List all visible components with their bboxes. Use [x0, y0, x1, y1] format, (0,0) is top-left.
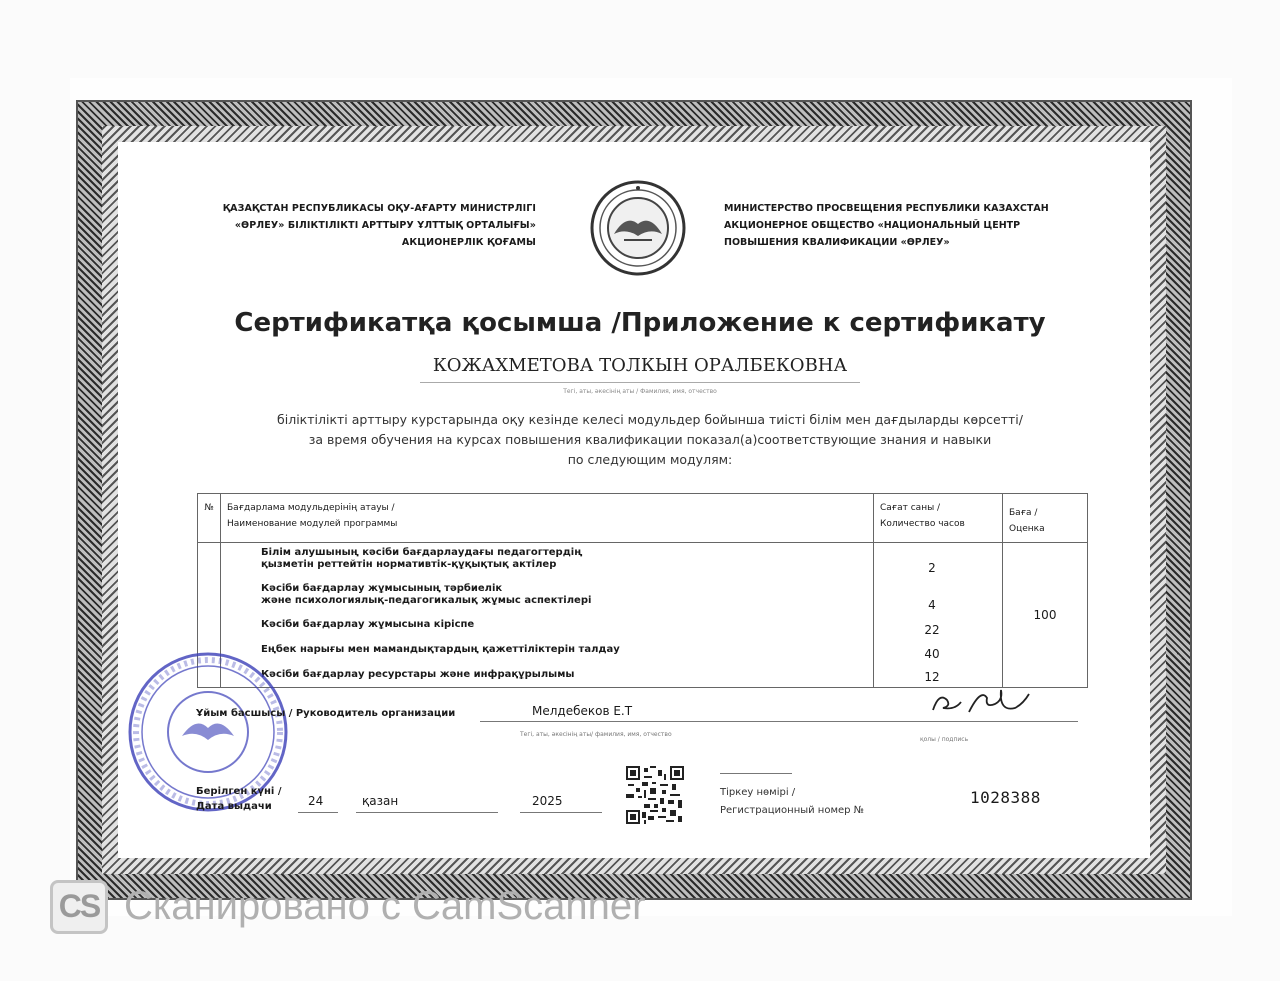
date-underline	[298, 812, 338, 813]
recipient-name: КОЖАХМЕТОВА ТОЛКЫН ОРАЛБЕКОВНА	[432, 355, 848, 376]
col-hours-ru: Количество часов	[880, 519, 965, 529]
col-number-header: №	[198, 494, 221, 543]
col-grade-kz: Баға /	[1009, 508, 1038, 518]
col-hours-kz: Сағат саны /	[880, 503, 941, 513]
col-grade-ru: Оценка	[1009, 524, 1045, 534]
reg-overline	[720, 773, 792, 774]
list-item: Кәсіби бағдарлау ресурстары және инфрақұрылымы	[261, 669, 575, 680]
signatory-name: Мелдебеков Е.Т	[532, 704, 633, 718]
list-item: Еңбек нарығы мен мамандықтардың қажеттіліктерін талдау	[261, 644, 620, 655]
list-item	[261, 583, 863, 619]
issue-month: қазан	[362, 794, 399, 808]
col-module-name-ru: Наименование модулей программы	[227, 519, 398, 529]
module-names-cell	[221, 543, 874, 688]
list-item	[261, 547, 863, 583]
signatory-line	[480, 721, 1078, 722]
header-right-ru	[724, 200, 1104, 251]
registration-label-kz: Тіркеу нөмірі /	[720, 787, 796, 798]
module-hours: 4	[928, 598, 936, 612]
hours-cell	[874, 543, 1003, 688]
name-underline	[420, 382, 860, 383]
table-row	[198, 543, 1088, 688]
col-module-name-kz: Бағдарлама модульдерінің атауы /	[227, 503, 395, 513]
issue-day: 24	[308, 794, 324, 808]
document-title: Сертификатқа қосымша /Приложение к сертификату	[234, 308, 1046, 338]
intro-text	[220, 410, 1080, 470]
qr-code-icon	[626, 766, 684, 824]
issue-date-label-kz: Берілген күні /	[196, 786, 282, 797]
registration-label-ru: Регистрационный номер №	[720, 805, 865, 816]
registration-number: 1028388	[970, 788, 1041, 807]
modules-table	[197, 493, 1088, 688]
header-right-line: ПОВЫШЕНИЯ КВАЛИФИКАЦИИ «ӨРЛЕУ»	[724, 237, 950, 248]
intro-line: біліктілікті арттыру курстарында оқу кезінде келесі модульдер бойынша тиісті білім мен дағдыларды көрсетті/	[277, 412, 1023, 427]
recipient-name-caption: Тегі, аты, әкесінің аты / Фамилия, имя, отчество	[563, 388, 717, 395]
issue-year: 2025	[532, 794, 563, 808]
camscanner-logo-icon: CS	[50, 880, 108, 934]
module-name-cont: және психологиялық-педагогикалық жұмыс аспектілері	[261, 595, 592, 606]
header-right-line: МИНИСТЕРСТВО ПРОСВЕЩЕНИЯ РЕСПУБЛИКИ КАЗАХСТАН	[724, 203, 1049, 214]
date-underline	[356, 812, 498, 813]
handwritten-signature	[925, 682, 1035, 718]
module-name: Білім алушының кәсіби бағдарлаудағы педагогтердің	[261, 547, 583, 558]
intro-line: по следующим модулям:	[567, 452, 733, 467]
module-hours: 40	[924, 647, 940, 661]
header-left-line: АКЦИОНЕРЛІК ҚОҒАМЫ	[401, 237, 536, 248]
grade-cell: 100	[1003, 543, 1088, 688]
signatory-caption: Тегі, аты, әкесінің аты/ фамилия, имя, отчество	[520, 731, 672, 738]
table-header-row	[198, 494, 1088, 543]
list-item: Кәсіби бағдарлау жұмысына кіріспе	[261, 619, 475, 630]
module-name-cont: қызметін реттейтін нормативтік-құқықтық актілер	[261, 559, 557, 570]
col-module-name-header	[221, 494, 874, 543]
issue-date-label-ru: Дата выдачи	[196, 801, 272, 812]
header-left-line: «ӨРЛЕУ» БІЛІКТІЛІКТІ АРТТЫРУ ҰЛТТЫҚ ОРТАЛЫҒЫ»	[234, 220, 536, 231]
registration-label	[720, 784, 864, 820]
date-underline	[520, 812, 602, 813]
signatory-label: Ұйым басшысы / Руководитель организации	[196, 708, 456, 719]
col-grade-header	[1003, 494, 1088, 543]
header-right-line: АКЦИОНЕРНОЕ ОБЩЕСТВО «НАЦИОНАЛЬНЫЙ ЦЕНТР	[724, 220, 1021, 231]
header-left-line: ҚАЗАҚСТАН РЕСПУБЛИКАСЫ ОҚУ-АҒАРТУ МИНИСТРЛІГІ	[222, 203, 536, 214]
module-hours: 22	[924, 623, 940, 637]
intro-line: за время обучения на курсах повышения квалификации показал(а)соответствующие знания и навыки	[308, 432, 992, 447]
module-name: Кәсіби бағдарлау жұмысының тәрбиелік	[261, 583, 503, 594]
signature-caption: қолы / подпись	[920, 736, 969, 743]
module-hours: 12	[924, 670, 940, 684]
header-left-kz	[190, 200, 536, 251]
col-hours-header	[874, 494, 1003, 543]
camscanner-watermark-text: Сканировано с CamScanner	[124, 884, 646, 928]
orleu-emblem-icon	[590, 180, 686, 276]
issue-date-label	[196, 784, 282, 814]
module-hours: 2	[928, 561, 936, 575]
